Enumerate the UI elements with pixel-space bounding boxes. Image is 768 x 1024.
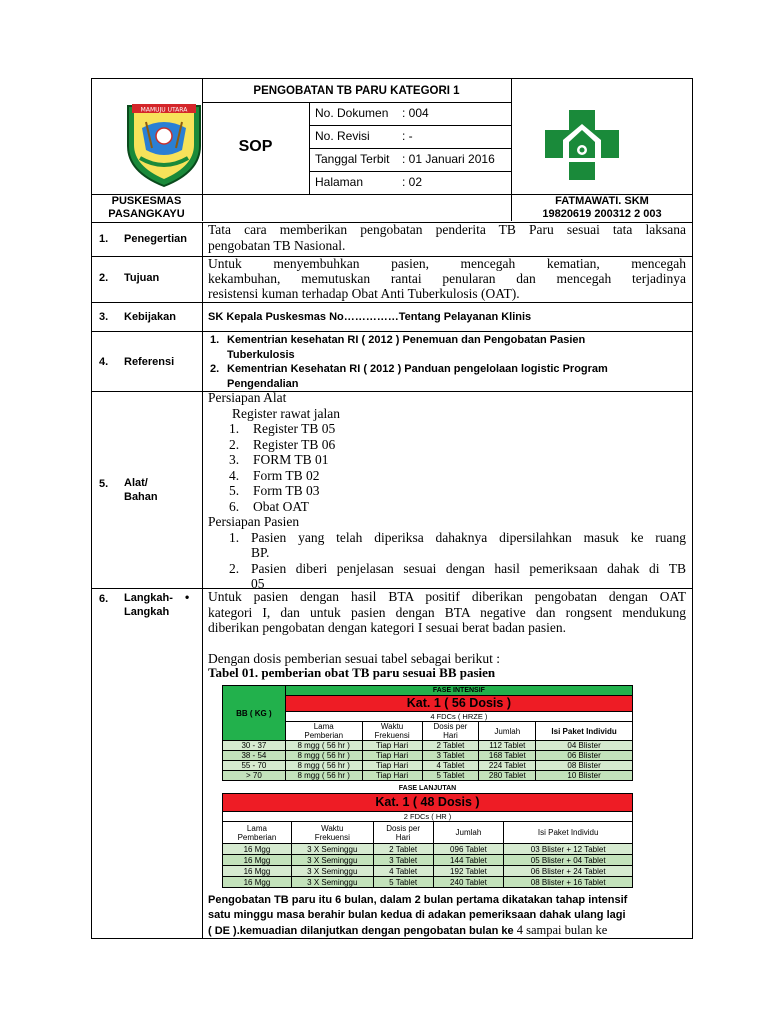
table-row bbox=[223, 855, 633, 866]
list-item bbox=[210, 362, 690, 377]
cell: 3 X Seminggu bbox=[291, 855, 373, 866]
cell: 112 Tablet bbox=[479, 741, 536, 751]
list-item bbox=[208, 421, 686, 437]
col-header-line: Waktu bbox=[321, 823, 344, 833]
table-row bbox=[223, 866, 633, 877]
cell: 2 Tablet bbox=[422, 741, 479, 751]
list-number: 2. bbox=[229, 436, 240, 452]
cell: 3 X Seminggu bbox=[291, 866, 373, 877]
kat-header: Kat. 1 ( 48 Dosis ) bbox=[223, 794, 633, 812]
bullet-icon: • bbox=[185, 590, 190, 604]
doc-row-revision bbox=[315, 129, 413, 143]
col-header-line: Lama bbox=[313, 722, 334, 731]
list-text: Obat OAT bbox=[253, 498, 309, 514]
doc-row-date bbox=[315, 152, 495, 166]
cell: 4 Tablet bbox=[373, 866, 433, 877]
col-header bbox=[285, 722, 362, 741]
table-row bbox=[223, 771, 633, 781]
col-header-line: Frekuensi bbox=[314, 832, 350, 842]
cell: 04 Blister bbox=[536, 741, 633, 751]
cell: 2 Tablet bbox=[373, 844, 433, 855]
list-number: 1. bbox=[210, 334, 220, 346]
grid-line bbox=[202, 222, 203, 939]
col-header bbox=[362, 722, 422, 741]
phase-header: FASE LANJUTAN bbox=[223, 784, 633, 794]
doc-row-value: : - bbox=[402, 129, 413, 143]
label-line: Langkah bbox=[124, 606, 170, 618]
list-text: FORM TB 01 bbox=[253, 452, 329, 467]
reference-list bbox=[210, 333, 690, 391]
list-number: 6. bbox=[229, 498, 240, 514]
kat-header: Kat. 1 ( 56 Dosis ) bbox=[285, 696, 632, 712]
cell: 3 Tablet bbox=[373, 855, 433, 866]
list-number: 1. bbox=[229, 529, 240, 545]
list-text: Form TB 03 bbox=[253, 483, 320, 498]
list-text: Register TB 05 bbox=[253, 421, 336, 436]
list-text: Kementrian Kesehatan RI ( 2012 ) Panduan pengelolaan logistic Program bbox=[227, 363, 608, 375]
table-title: Tabel 01. pemberian obat TB paru sesuai BB pasien bbox=[208, 665, 496, 680]
section-text bbox=[208, 222, 686, 254]
list-item bbox=[208, 452, 686, 468]
doc-row-value: : 02 bbox=[402, 175, 423, 189]
cell: 16 Mgg bbox=[223, 866, 292, 877]
section-label: Penegertian bbox=[124, 233, 187, 245]
list-text: Pasien yang telah diperiksa dahaknya dipersilahkan masuk ke ruang bbox=[251, 529, 686, 545]
text-line: diberikan pengobatan dengan kategori I sesuai berat badan pasien. bbox=[208, 620, 566, 635]
col-header: Isi Paket Individu bbox=[504, 822, 633, 844]
cell: 144 Tablet bbox=[433, 855, 504, 866]
cell: 08 Blister bbox=[536, 761, 633, 771]
grid-line bbox=[202, 102, 511, 103]
continuation-phase-table bbox=[222, 784, 633, 888]
doc-row-value: : 01 Januari 2016 bbox=[402, 152, 495, 166]
doc-row-label: Tanggal Terbit bbox=[315, 152, 390, 166]
cell: 06 Blister + 24 Tablet bbox=[504, 866, 633, 877]
col-header-line: Dosis per bbox=[386, 823, 420, 833]
list-text: Pasien diberi penjelasan sesuai dengan hasil pemeriksaan dahak di TB bbox=[251, 560, 686, 576]
col-header-line: Frekuensi bbox=[374, 731, 410, 740]
section-text bbox=[208, 256, 686, 301]
grid-line bbox=[91, 331, 693, 332]
col-header-line: Hari bbox=[395, 832, 411, 842]
col-header bbox=[422, 722, 479, 741]
cell: 16 Mgg bbox=[223, 877, 292, 888]
section-number: 6. bbox=[99, 593, 109, 605]
sop-label: SOP bbox=[238, 138, 273, 155]
grid-line bbox=[91, 302, 693, 303]
section-number: 1. bbox=[99, 233, 109, 245]
cell: 3 Tablet bbox=[422, 751, 479, 761]
section-number: 4. bbox=[99, 356, 109, 368]
text-line: pengobatan TB Nasional. bbox=[208, 238, 346, 253]
grid-line bbox=[309, 171, 511, 172]
section-label: Referensi bbox=[124, 356, 175, 368]
list-item bbox=[208, 483, 686, 499]
list-text: Register TB 06 bbox=[253, 436, 336, 452]
subheading: Persiapan Alat bbox=[208, 390, 287, 405]
text-line: kekambuhan, memutuskan rantai penularan dan mencegah terjadinya bbox=[208, 271, 686, 286]
cell: 10 Blister bbox=[536, 771, 633, 781]
list-number: 4. bbox=[229, 467, 240, 483]
signer-block bbox=[511, 195, 693, 221]
table-row bbox=[223, 751, 633, 761]
doc-row-value: : 004 bbox=[402, 106, 429, 120]
org-line: PUSKESMAS bbox=[111, 195, 182, 207]
list-item-cont: Tuberkulosis bbox=[227, 348, 295, 361]
cell: 03 Blister + 12 Tablet bbox=[504, 844, 633, 855]
fdc-header: 2 FDCs ( HR ) bbox=[223, 812, 633, 822]
section-label: Kebijakan bbox=[124, 311, 176, 323]
cell: 38 - 54 bbox=[223, 751, 286, 761]
col-header-line: Pemberian bbox=[304, 731, 344, 740]
list-item-cont: Pengendalian bbox=[227, 377, 299, 390]
list-item bbox=[208, 530, 686, 546]
col-header bbox=[373, 822, 433, 844]
cell: 06 Blister bbox=[536, 751, 633, 761]
section-label: Tujuan bbox=[124, 272, 160, 284]
doc-row-page bbox=[315, 175, 422, 189]
col-header-line: Pemberian bbox=[237, 832, 277, 842]
list-item bbox=[208, 437, 686, 453]
label-line: Langkah- bbox=[124, 592, 173, 604]
text-line: Dengan dosis pemberian sesuai tabel sebagai berikut : bbox=[208, 650, 501, 666]
label-line: Bahan bbox=[124, 491, 158, 503]
text-line bbox=[208, 923, 688, 939]
cell: > 70 bbox=[223, 771, 286, 781]
subheading: Persiapan Pasien bbox=[208, 514, 300, 529]
col-header-line: Lama bbox=[246, 823, 267, 833]
col-header-line: Hari bbox=[443, 731, 458, 740]
phase-header: FASE INTENSIF bbox=[285, 686, 632, 696]
cell: 8 mgg ( 56 hr ) bbox=[285, 771, 362, 781]
cell: 55 - 70 bbox=[223, 761, 286, 771]
list-item bbox=[210, 333, 690, 348]
table-row bbox=[223, 761, 633, 771]
cell: 08 Blister + 16 Tablet bbox=[504, 877, 633, 888]
list-item bbox=[208, 468, 686, 484]
col-header: Isi Paket Individu bbox=[536, 722, 633, 741]
section-label bbox=[124, 591, 173, 619]
col-header bbox=[291, 822, 373, 844]
list-number: 5. bbox=[229, 483, 240, 498]
table-row bbox=[223, 741, 633, 751]
doc-row-label: No. Revisi bbox=[315, 129, 370, 143]
list-item bbox=[208, 499, 686, 515]
section-content bbox=[208, 390, 686, 592]
section-number: 2. bbox=[99, 272, 109, 284]
list-item-cont: BP. bbox=[251, 545, 270, 560]
cell: 8 mgg ( 56 hr ) bbox=[285, 741, 362, 751]
intensive-phase-table bbox=[222, 685, 633, 781]
regency-logo bbox=[122, 98, 206, 190]
text-line: satu minggu masa berahir bulan kedua di adakan pemeriksaan dahak ulang lagi bbox=[208, 909, 626, 921]
text-line: resistensi kuman terhadap Obat Anti Tuberkulosis (OAT). bbox=[208, 286, 520, 301]
cell: 3 X Seminggu bbox=[291, 844, 373, 855]
list-text: Kementrian kesehatan RI ( 2012 ) Penemuan dan Pengobatan Pasien bbox=[227, 334, 586, 346]
org-line: PASANGKAYU bbox=[108, 208, 185, 220]
cell: Tiap Hari bbox=[362, 741, 422, 751]
page-title: PENGOBATAN TB PARU KATEGORI 1 bbox=[253, 85, 460, 97]
cell: 096 Tablet bbox=[433, 844, 504, 855]
cell: 16 Mgg bbox=[223, 844, 292, 855]
cell: 5 Tablet bbox=[373, 877, 433, 888]
cell: 16 Mgg bbox=[223, 855, 292, 866]
list-number: 2. bbox=[210, 363, 220, 375]
cell: 5 Tablet bbox=[422, 771, 479, 781]
puskesmas-logo bbox=[541, 106, 623, 184]
list-number: 1. bbox=[229, 421, 240, 436]
col-header: Jumlah bbox=[479, 722, 536, 741]
cell: Tiap Hari bbox=[362, 751, 422, 761]
section-content bbox=[208, 589, 686, 679]
cell: 30 - 37 bbox=[223, 741, 286, 751]
bb-header: BB ( KG ) bbox=[223, 686, 286, 741]
list-item-cont: 05 bbox=[251, 576, 265, 591]
list-item bbox=[208, 561, 686, 577]
list-number: 3. bbox=[229, 452, 240, 467]
cell: 168 Tablet bbox=[479, 751, 536, 761]
col-header: Jumlah bbox=[433, 822, 504, 844]
signer-nip: 19820619 200312 2 003 bbox=[542, 208, 662, 220]
svg-text:MAMUJU UTARA: MAMUJU UTARA bbox=[140, 106, 188, 114]
grid-line bbox=[309, 125, 511, 126]
org-name bbox=[91, 195, 202, 221]
text-line: Untuk menyembuhkan pasien, mencegah kematian, mencegah bbox=[208, 256, 686, 271]
cell: 8 mgg ( 56 hr ) bbox=[285, 761, 362, 771]
list-number: 2. bbox=[229, 560, 240, 576]
section-number: 3. bbox=[99, 311, 109, 323]
text-line: Untuk pasien dengan hasil BTA positif diberikan pengobatan dengan OAT bbox=[208, 589, 686, 604]
section-label bbox=[124, 476, 158, 504]
grid-line bbox=[309, 148, 511, 149]
text-line: Tata cara memberikan pengobatan penderita TB Paru sesuai tata laksana bbox=[208, 222, 686, 237]
doc-row-label: No. Dokumen bbox=[315, 106, 389, 120]
table-row bbox=[223, 877, 633, 888]
doc-row-number bbox=[315, 106, 429, 120]
closing-paragraph bbox=[208, 893, 688, 939]
section-number: 5. bbox=[99, 478, 109, 490]
subheading: Register rawat jalan bbox=[232, 405, 340, 421]
col-header-line: Dosis per bbox=[433, 722, 468, 731]
col-header bbox=[223, 822, 292, 844]
section-text: SK Kepala Puskesmas No……………Tentang Pelayanan Klinis bbox=[208, 311, 532, 323]
cell: Tiap Hari bbox=[362, 771, 422, 781]
cell: 224 Tablet bbox=[479, 761, 536, 771]
table-row bbox=[223, 844, 633, 855]
cell: 240 Tablet bbox=[433, 877, 504, 888]
cell: Tiap Hari bbox=[362, 761, 422, 771]
text-line: kategori I, dan untuk pasien dengan BTA negative dan rongsent mendukung bbox=[208, 604, 686, 620]
cell: 8 mgg ( 56 hr ) bbox=[285, 751, 362, 761]
doc-row-label: Halaman bbox=[315, 175, 364, 189]
label-line: Alat/ bbox=[124, 477, 148, 489]
list-text: Form TB 02 bbox=[253, 467, 320, 483]
signer-name: FATMAWATI. SKM bbox=[555, 195, 649, 207]
fdc-header: 4 FDCs ( HRZE ) bbox=[285, 712, 632, 722]
col-header-line: Waktu bbox=[380, 722, 404, 731]
text-line: Pengobatan TB paru itu 6 bulan, dalam 2 bulan pertama dikatakan tahap intensif bbox=[208, 894, 628, 906]
cell: 280 Tablet bbox=[479, 771, 536, 781]
cell: 05 Blister + 04 Tablet bbox=[504, 855, 633, 866]
text-part: 4 sampai bulan ke bbox=[513, 923, 608, 937]
text-part: ( DE ).kemuadian dilanjutkan dengan pengobatan bulan ke bbox=[208, 925, 514, 937]
cell: 4 Tablet bbox=[422, 761, 479, 771]
cell: 192 Tablet bbox=[433, 866, 504, 877]
cell: 3 X Seminggu bbox=[291, 877, 373, 888]
